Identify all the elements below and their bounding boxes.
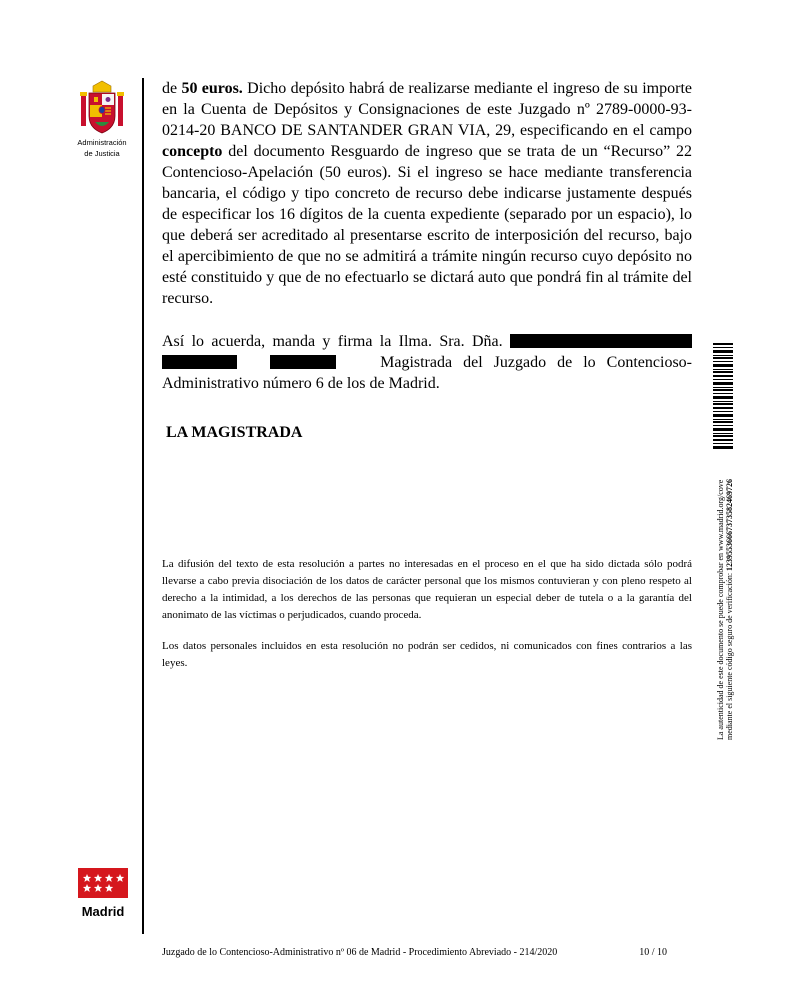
madrid-stars-icon [78,868,128,898]
verification-text [716,460,734,740]
notice-paragraph-2: Los datos personales incluidos en esta resolución no podrán ser cedidos, ni comunicados con fines contrarios a las leyes. [162,640,692,669]
redacted-name-3 [270,355,336,369]
verification-line-1: La autenticidad de este documento se puede comprobar en www.madrid.org/cove [716,479,725,740]
coat-label-line1: Administración [77,138,127,147]
concept-label: concepto [162,143,223,160]
signature-role: Magistrada del Juzgado de lo Contencioso-Administrativo número 6 de los de Madrid. [162,354,693,392]
deposit-text-mid: Dicho depósito habrá de realizarse mediante el ingreso de su importe en la Cuenta de Depósitos y Consignaciones de este Juzgado nº 2789-0000-93-0214-20 BANCO DE SANTANDER GRAN VIA, 29, especificando en el campo [162,80,692,139]
margin-rule [142,78,144,934]
page-number: 10 / 10 [639,947,667,958]
page-footer [162,947,667,958]
administracion-justicia-logo [74,80,130,158]
data-protection-notice [162,556,692,686]
signature-title: LA MAGISTRADA [166,424,303,441]
redacted-name-1 [510,334,692,348]
notice-paragraph-1: La difusión del texto de esta resolución a partes no interesadas en el proceso en el que ha sido dictada sólo podrá llevarse a cabo previa disociación de los datos de carácter personal que los mismos contuvieran y con pleno respeto al derecho a la intimidad, a los derechos de las personas que requieran un especial deber de tutela o a la garantía del anonimato de las víctimas o perjudicados, cuando proceda. [162,558,692,621]
comunidad-madrid-logo [78,868,128,919]
verification-line-2-prefix: mediante el siguiente código seguro de verificación: [725,570,734,740]
signature-paragraph [162,331,692,394]
verification-line-2 [725,460,734,740]
madrid-label: Madrid [81,904,125,919]
footer-court-info: Juzgado de lo Contencioso-Administrativo nº 06 de Madrid - Procedimiento Abreviado - 214/2020 [162,947,558,958]
coat-label-line2: de Justicia [84,149,120,158]
deposit-amount: 50 euros. [181,80,243,97]
coat-of-arms-icon [79,80,125,136]
verification-code: 1239553666737358246972​6 [725,478,734,571]
deposit-text-end: del documento Resguardo de ingreso que se trata de un “Recurso” 22 Contencioso-Apelación (50 euros). Si el ingreso se hace mediante transferencia bancaria, el código y tipo concreto de recurso debe indicarse justamente después de especificar los 16 dígitos de la cuenta expediente (separado por un espacio), lo que deberá ser acreditado al presentarse escrito de interposición del recurso, bajo el apercibimiento de que no se admitirá a trámite ningún recurso cuyo depósito no esté constituido y que de no efectuarlo se dictará auto que pondrá fin al trámite del recurso. [162,143,692,307]
verification-barcode [713,343,733,451]
deposit-text-start: de [162,80,182,97]
signature-intro: Así lo acuerda, manda y firma la Ilma. Sra. Dña. [162,333,503,350]
document-body [162,78,692,443]
redacted-name-2 [162,355,237,369]
deposit-paragraph [162,78,692,309]
